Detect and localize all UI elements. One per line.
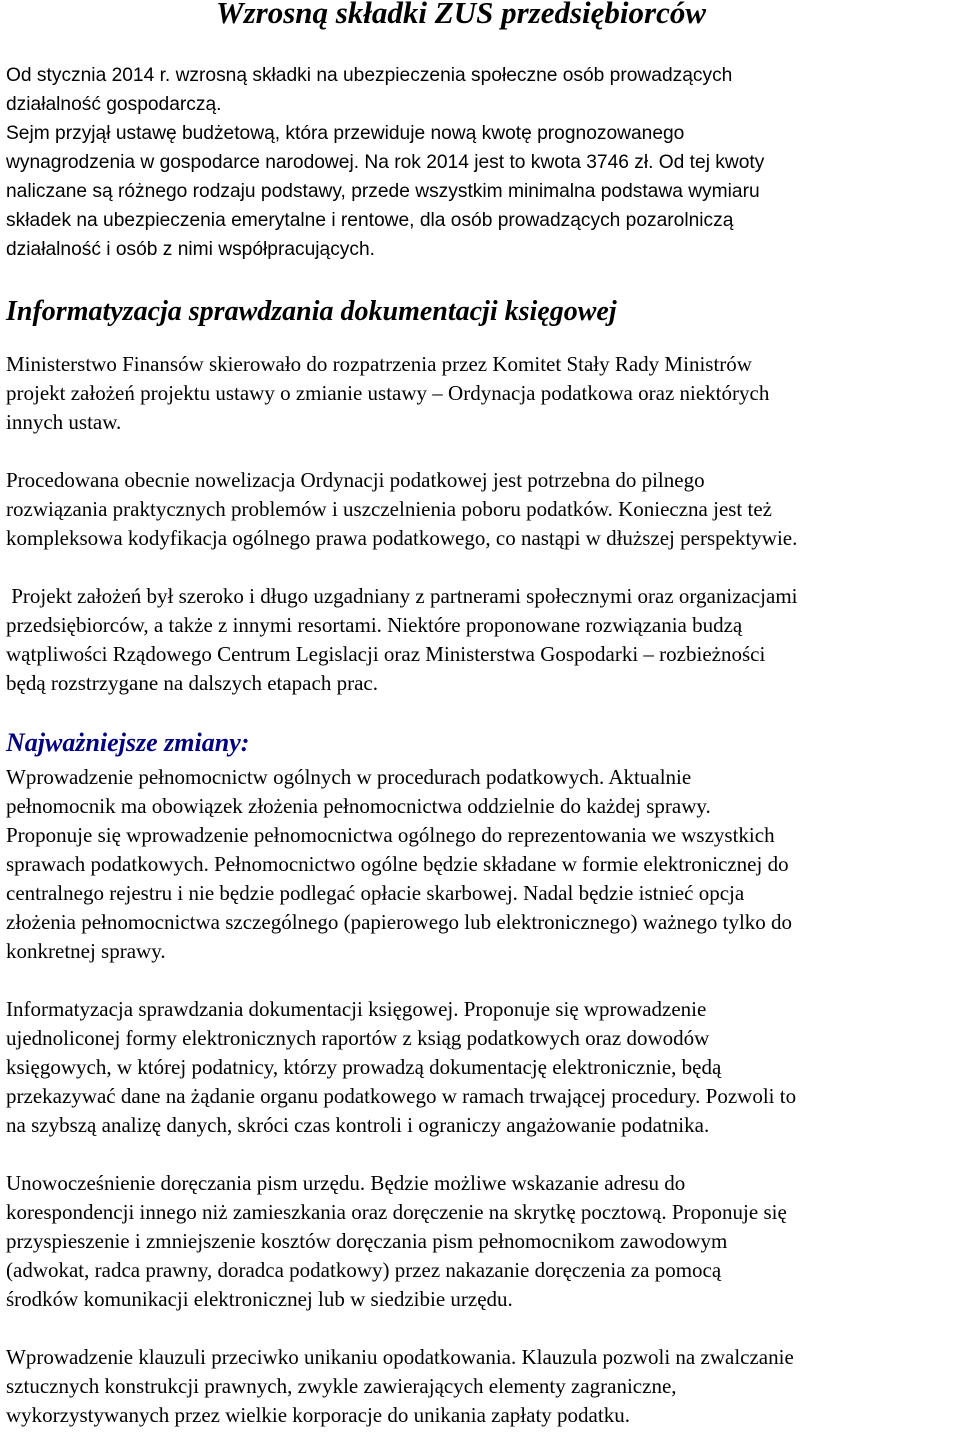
intro-line: składek na ubezpieczenia emerytalne i rentowe, dla osób prowadzących pozarolniczą xyxy=(6,210,734,231)
paragraph xyxy=(6,995,960,1140)
paragraph xyxy=(6,582,960,698)
paragraph-line: sprawach podatkowych. Pełnomocnictwo ogólne będzie składane w formie elektronicznej do xyxy=(6,852,789,876)
paragraph-line: (adwokat, radca prawny, doradca podatkowy) przez nakazanie doręczenia za pomocą xyxy=(6,1258,722,1282)
paragraph-line: projekt założeń projektu ustawy o zmianie ustawy – Ordynacja podatkowa oraz niektórych xyxy=(6,381,770,405)
paragraph-line: Projekt założeń był szeroko i długo uzgadniany z partnerami społecznymi oraz organizacjami xyxy=(6,584,798,608)
intro-paragraph xyxy=(6,61,960,264)
paragraph-line: środków komunikacji elektronicznej lub w siedzibie urzędu. xyxy=(6,1287,513,1311)
paragraph-line: innych ustaw. xyxy=(6,410,122,434)
section-heading-informatyzacja: Informatyzacja sprawdzania dokumentacji księgowej xyxy=(6,296,617,327)
paragraph-line: Procedowana obecnie nowelizacja Ordynacji podatkowej jest potrzebna do pilnego xyxy=(6,468,705,492)
paragraph-line: Informatyzacja sprawdzania dokumentacji księgowej. Proponuje się wprowadzenie xyxy=(6,997,707,1021)
paragraph-line: Wprowadzenie pełnomocnictw ogólnych w procedurach podatkowych. Aktualnie xyxy=(6,765,692,789)
paragraph xyxy=(6,466,960,553)
section-heading-najwazniejsze-zmiany: Najważniejsze zmiany: xyxy=(6,728,250,757)
paragraph-line: będą rozstrzygane na dalszych etapach prac. xyxy=(6,671,378,695)
intro-line: działalność gospodarczą. xyxy=(6,94,222,115)
paragraph xyxy=(6,1169,960,1314)
intro-line: Od stycznia 2014 r. wzrosną składki na ubezpieczenia społeczne osób prowadzących xyxy=(6,65,733,86)
paragraph-line: ujednoliconej formy elektronicznych raportów z ksiąg podatkowych oraz dowodów xyxy=(6,1026,710,1050)
paragraph-line: korespondencji innego niż zamieszkania oraz doręczenie na skrytkę pocztową. Proponuje się xyxy=(6,1200,787,1224)
paragraph-line: kompleksowa kodyfikacja ogólnego prawa podatkowego, co nastąpi w dłuższej perspektywie. xyxy=(6,526,798,550)
paragraph xyxy=(6,763,960,966)
paragraph xyxy=(6,1343,960,1430)
intro-line: wynagrodzenia w gospodarce narodowej. Na rok 2014 jest to kwota 3746 zł. Od tej kwoty xyxy=(6,152,765,173)
paragraph-line: centralnego rejestru i nie będzie podlegać opłacie skarbowej. Nadal będzie istnieć opcja xyxy=(6,881,745,905)
intro-line: naliczane są różnego rodzaju podstawy, przede wszystkim minimalna podstawa wymiaru xyxy=(6,181,760,202)
intro-line: działalność i osób z nimi współpracujących. xyxy=(6,239,375,260)
paragraph-line: księgowych, w której podatnicy, którzy prowadzą dokumentację elektronicznie, będą xyxy=(6,1055,722,1079)
paragraph-line: przyspieszenie i zmniejszenie kosztów doręczania pism pełnomocnikom zawodowym xyxy=(6,1229,728,1253)
paragraph-line: wątpliwości Rządowego Centrum Legislacji oraz Ministerstwa Gospodarki – rozbieżności xyxy=(6,642,766,666)
paragraph xyxy=(6,350,960,437)
paragraph-line: konkretnej sprawy. xyxy=(6,939,166,963)
paragraph-line: Wprowadzenie klauzuli przeciwko unikaniu opodatkowania. Klauzula pozwoli na zwalczanie xyxy=(6,1345,794,1369)
paragraph-line: przekazywać dane na żądanie organu podatkowego w ramach trwającej procedury. Pozwoli to xyxy=(6,1084,797,1108)
paragraph-line: Ministerstwo Finansów skierowało do rozpatrzenia przez Komitet Stały Rady Ministrów xyxy=(6,352,752,376)
document-title: Wzrosną składki ZUS przedsiębiorców xyxy=(216,0,707,30)
paragraph-line: sztucznych konstrukcji prawnych, zwykle zawierających elementy zagraniczne, xyxy=(6,1374,677,1398)
paragraph-line: pełnomocnik ma obowiązek złożenia pełnomocnictwa oddzielnie do każdej sprawy. xyxy=(6,794,711,818)
paragraph-line: złożenia pełnomocnictwa szczególnego (papierowego lub elektronicznego) ważnego tylko do xyxy=(6,910,793,934)
intro-line: Sejm przyjął ustawę budżetową, która przewiduje nową kwotę prognozowanego xyxy=(6,123,685,144)
paragraph-line: Proponuje się wprowadzenie pełnomocnictwa ogólnego do reprezentowania we wszystkich xyxy=(6,823,775,847)
paragraph-line: rozwiązania praktycznych problemów i uszczelnienia poboru podatków. Konieczna jest też xyxy=(6,497,772,521)
paragraph-line: Unowocześnienie doręczania pism urzędu. Będzie możliwe wskazanie adresu do xyxy=(6,1171,686,1195)
paragraph-line: wykorzystywanych przez wielkie korporacje do unikania zapłaty podatku. xyxy=(6,1403,630,1427)
document-page xyxy=(6,0,960,1430)
paragraph-line: przedsiębiorców, a także z innymi resortami. Niektóre proponowane rozwiązania budzą xyxy=(6,613,743,637)
paragraph-line: na szybszą analizę danych, skróci czas kontroli i ograniczy angażowanie podatnika. xyxy=(6,1113,710,1137)
